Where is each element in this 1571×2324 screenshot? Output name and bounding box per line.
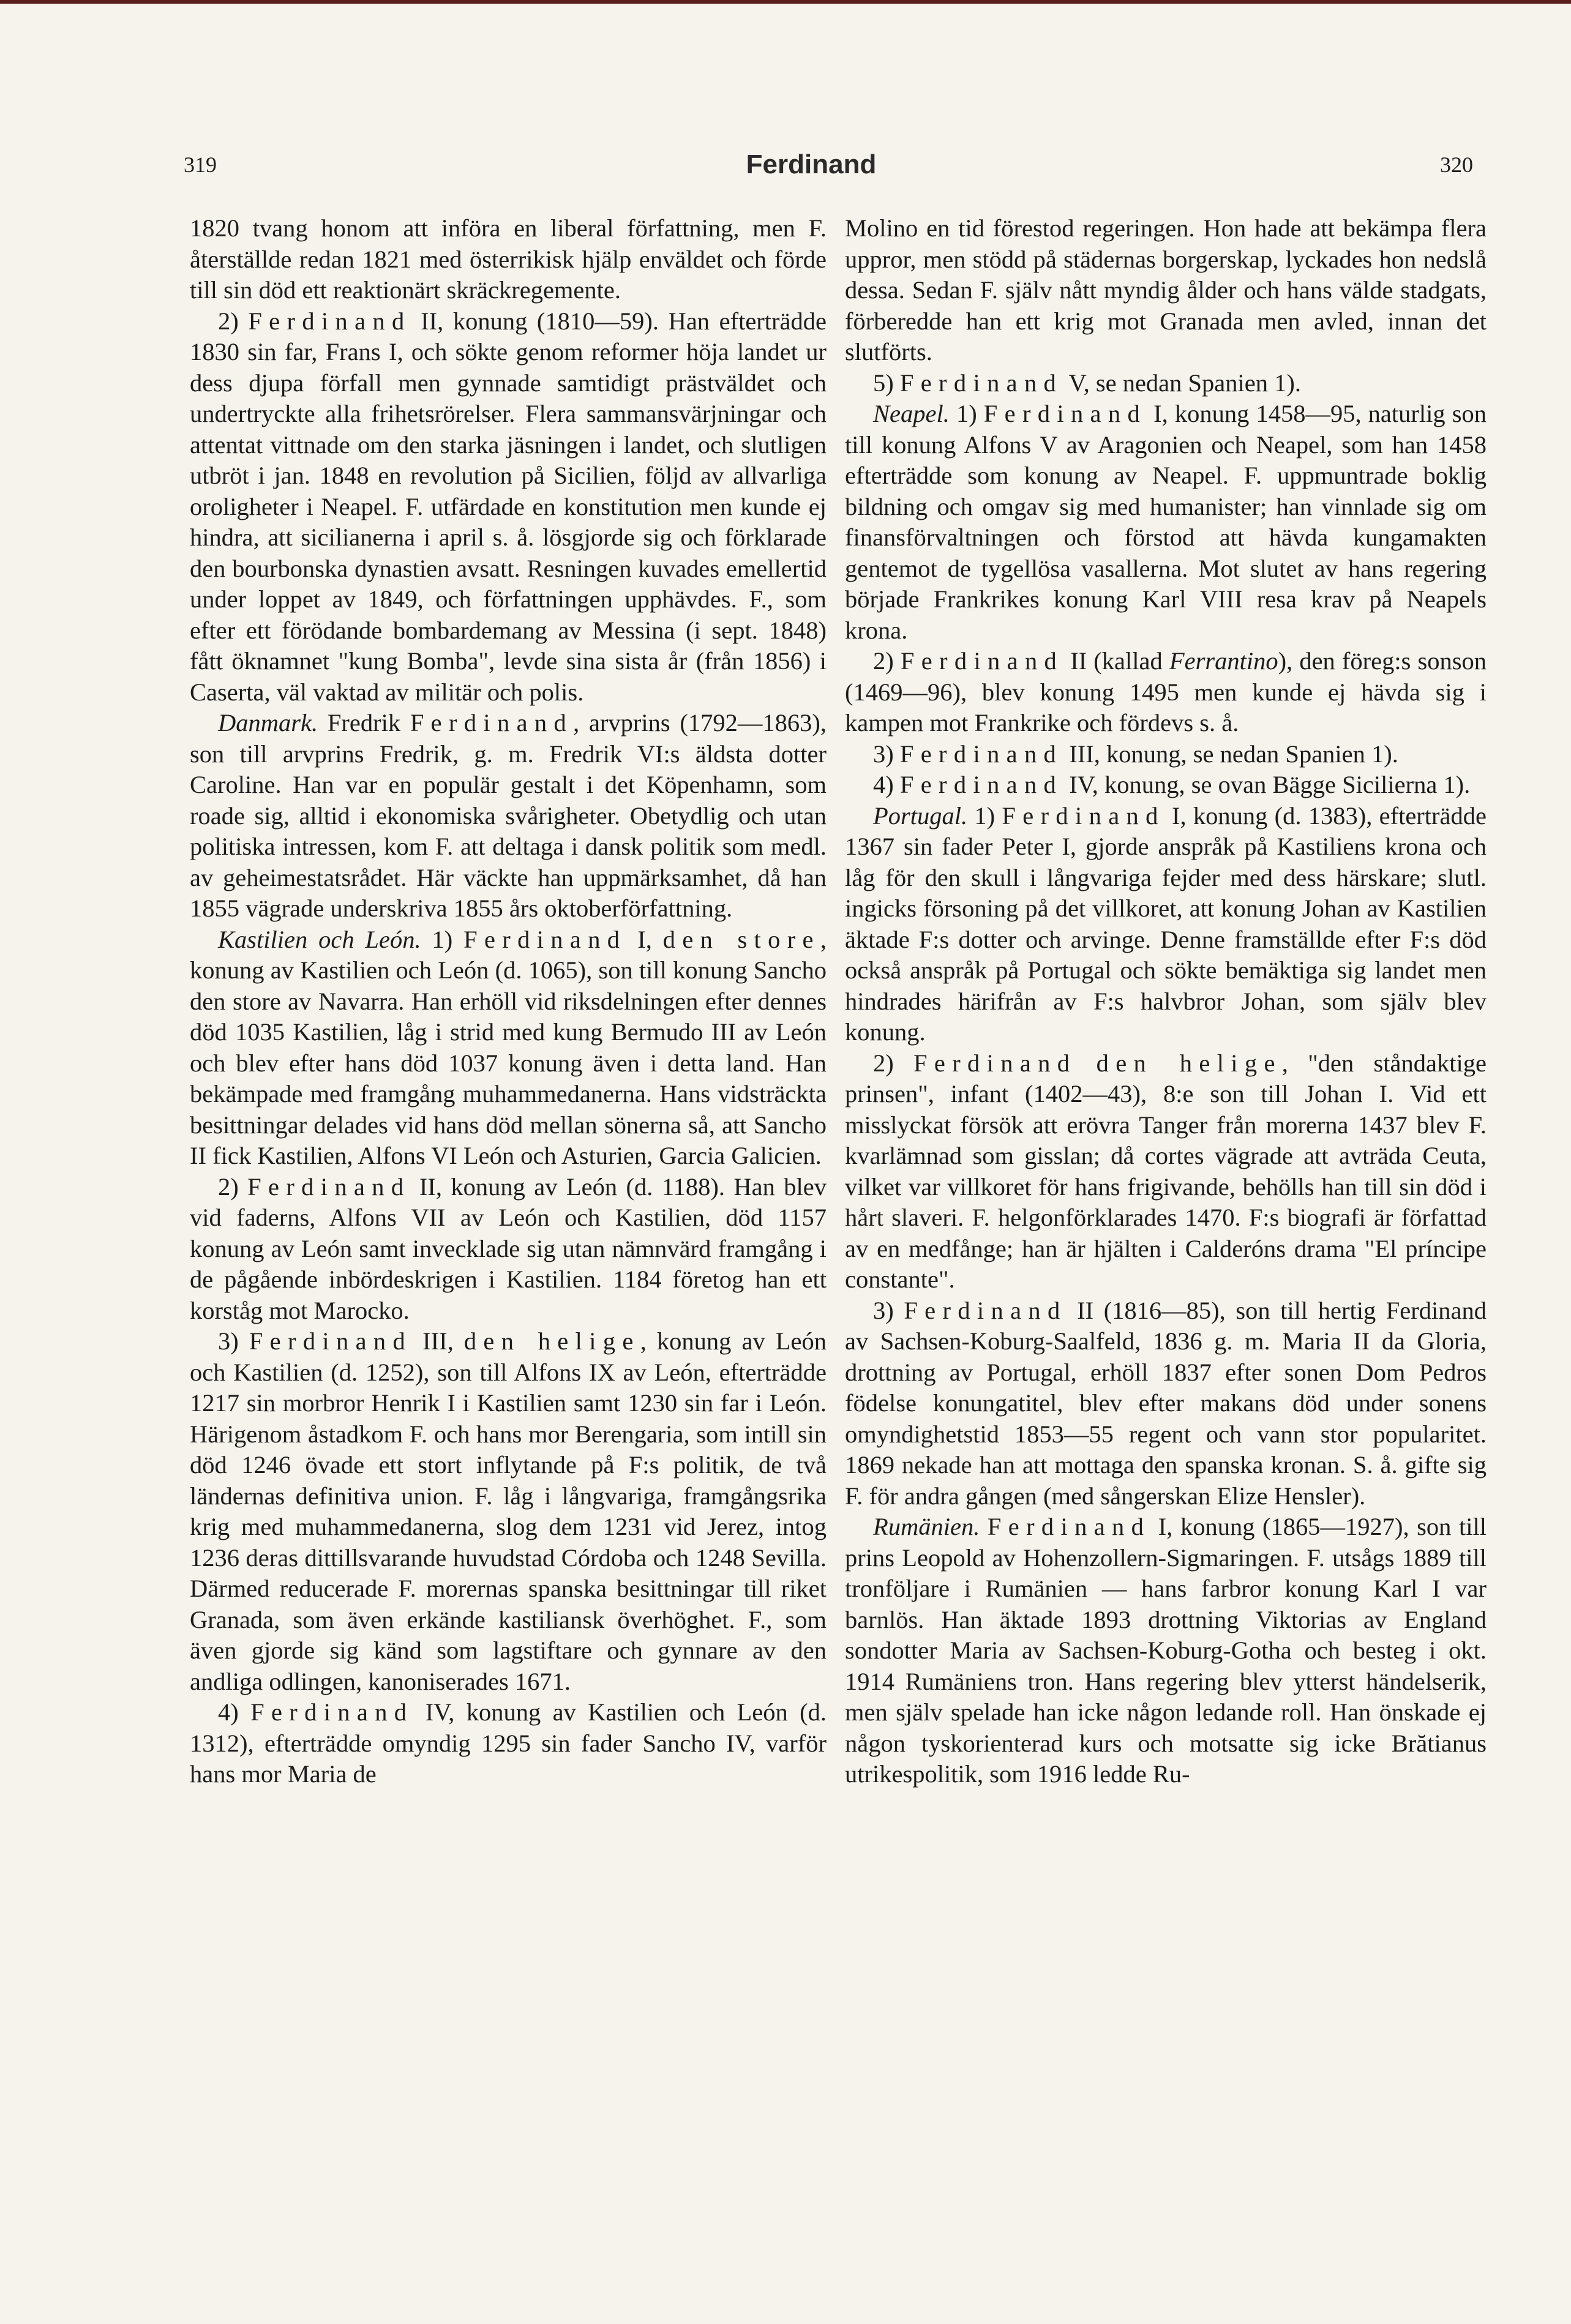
- entry-number: 5): [873, 369, 900, 397]
- entry-number: 3): [873, 1296, 904, 1324]
- entry-text: , konung av Kastilien och León (d. 1065), son till konung Sancho den store av Navarra. Han erhöll vid riksdelningen efter dennes död 1035 Kastilien, låg i strid med kung Bermudo III av León och blev efter hans död 1037 konung även i detta land. Han bekämpade med framgång muhammedanerna. Hans vidsträckta besittningar delades vid hans död mellan sönerna så, att Sancho II fick Kastilien, Alfons VI León och Asturien, Garcia Galicien.: [190, 925, 827, 1169]
- right-column: [845, 213, 1487, 1790]
- paragraph: [845, 770, 1487, 801]
- paragraph: [845, 399, 1487, 646]
- entry-text: , "den ståndaktige prinsen", infant (1402—43), 8:e son till Johan I. Vid ett misslyckat försök att erövra Tanger från morerna 1437 blev F. kvarlämnad som gisslan; då cortes vägrade att avträda Ceuta, vilket var villkoret för hans frigivande, behölls han till sin död i hårt slaveri. F. helgonförklarades 1470. F:s biografi är författad av en medfånge; han är hjälten i Calderóns drama "El príncipe constante".: [845, 1049, 1487, 1293]
- entry-number: 2): [218, 307, 249, 335]
- entry-name: Ferdinand: [900, 647, 1064, 675]
- entry-text: Fredrik: [318, 709, 410, 737]
- paragraph: [845, 1048, 1487, 1295]
- paragraph-text: 1820 tvang honom att införa en liberal författning, men F. återställde redan 1821 med österrikisk hjälp enväldet och förde till sin död ett reaktionärt skräckregemente.: [190, 214, 827, 304]
- paragraph: [190, 924, 827, 1172]
- entry-text: II, konung av León (d. 1188). Han blev vid faderns, Alfons VII av León och Kastilien, död 1157 konung av León samt invecklade sig utan nämnvärd framgång i de pågående inbördeskrigen i Kastilien. 1184 företog han ett korståg mot Marocko.: [190, 1172, 827, 1324]
- left-column: [190, 213, 827, 1790]
- paragraph: [190, 1326, 827, 1697]
- entry-text: IV, konung av Kastilien och León (d. 1312), efterträdde omyndig 1295 sin fader Sancho IV, varför hans mor Maria de: [190, 1698, 827, 1788]
- paragraph: [190, 1172, 827, 1327]
- page-number-right: 320: [1440, 152, 1473, 177]
- entry-text: V, se nedan Spanien 1).: [1063, 369, 1301, 397]
- entry-name: Ferdinand: [904, 1296, 1067, 1324]
- section-heading: Kastilien och León.: [218, 925, 421, 953]
- entry-number: 4): [218, 1698, 251, 1726]
- entry-name: Ferdinand: [1002, 801, 1165, 830]
- entry-text: 1): [421, 925, 464, 953]
- entry-text: II, konung (1810—59). Han efterträdde 1830 sin far, Frans I, och sökte genom reformer höja landet ur dess djupa förfall men gynnade samtidigt prästväldet och undertryckte alla frihetsrörelser. Flera sammansvärjningar och attentat vittnade om den starka jäsningen i landet, och slutligen utbröt i jan. 1848 en revolution på Sicilien, följd av allvarliga oroligheter i Neapel. F. utfärdade en konstitution men kunde ej hindra, att sicilianerna i april s. å. lösgjorde sig och förklarade den bourbonska dynastien avsatt. Resningen kuvades emellertid under loppet av 1849, och författningen upphävdes. F., som efter ett förödande bombardemang av Messina (i sept. 1848) fått öknamnet "kung Bomba", levde sina sista år (från 1856) i Caserta, väl vaktad av militär och polis.: [190, 307, 827, 706]
- paragraph: [190, 1697, 827, 1790]
- paragraph: [845, 801, 1487, 1048]
- entry-name: Ferdinand: [410, 709, 574, 737]
- entry-text: II (kallad: [1063, 647, 1169, 675]
- entry-text: 1): [967, 801, 1002, 830]
- entry-name: Ferdinand: [913, 1049, 1077, 1077]
- entry-number: 3): [873, 740, 900, 768]
- top-edge-line: [0, 0, 1571, 4]
- paragraph: [190, 708, 827, 924]
- entry-epithet: den helige: [463, 1327, 640, 1355]
- section-heading: Rumänien.: [873, 1513, 980, 1540]
- entry-name: Ferdinand: [249, 1327, 413, 1355]
- paragraph: [845, 368, 1487, 399]
- entry-epithet: den helige: [1096, 1049, 1282, 1077]
- entry-text: II (1816—85), son till hertig Ferdinand av Sachsen-Koburg-Saalfeld, 1836 g. m. Maria II da Gloria, drottning av Portugal, erhöll 1837 efter sonen Dom Pedros födelse konungatitel, blev efter makans död under sonens omyndighetstid 1853—55 regent och vann stor popularitet. 1869 nekade han att mottaga den spanska kronan. S. å. gifte sig F. för andra gången (med sångerskan Elize Hensler).: [845, 1296, 1487, 1510]
- paragraph: [845, 646, 1487, 739]
- paragraph: [845, 739, 1487, 770]
- entry-name: Ferdinand: [899, 369, 1063, 397]
- entry-name: Ferdinand: [987, 1513, 1151, 1540]
- entry-text: I, konung 1458—95, naturlig son till konung Alfons V av Aragonien och Neapel, som han 1458 efterträdde som konung av Neapel. F. uppmuntrade boklig bildning och omgav sig med humanister; han vinnlade sig om finansförvaltningen och förstod att hävda kungamakten gentemot de tygellösa vasallerna. Mot slutet av hans regering började Frankrikes konung Karl VIII resa krav på Neapels krona.: [845, 400, 1487, 644]
- entry-number: 2): [218, 1172, 248, 1201]
- entry-number: 2): [873, 1049, 914, 1077]
- entry-text: III, konung, se nedan Spanien 1).: [1063, 740, 1398, 768]
- entry-name: Ferdinand: [899, 740, 1063, 768]
- entry-number: 3): [218, 1327, 249, 1355]
- paragraph: [845, 1512, 1487, 1790]
- page-number-left: 319: [184, 152, 217, 177]
- running-head-title: Ferdinand: [746, 149, 877, 179]
- entry-italic: Ferrantino: [1169, 647, 1278, 675]
- entry-text: I, konung (1865—1927), son till prins Leopold av Hohenzollern-Sigmaringen. F. utsågs 1889 till tronföljare i Rumänien — hans farbror konung Karl I var barnlös. Han äktade 1893 drottning Viktorias av England sondotter Maria av Sachsen-Koburg-Gotha och besteg i okt. 1914 Rumäniens tron. Hans regering blev ytterst händelserik, men själv spelade han icke någon ledande roll. Han önskade ej någon tyskorienterad kurs och motsatte sig icke Brătianus utrikespolitik, som 1916 ledde Ru-: [845, 1513, 1487, 1788]
- paragraph: [190, 213, 827, 306]
- entry-text: I,: [626, 925, 663, 953]
- entry-name: Ferdinand: [250, 1698, 414, 1726]
- entry-name: Ferdinand: [899, 771, 1063, 798]
- entry-name: Ferdinand: [247, 1172, 411, 1201]
- entry-text: [1076, 1049, 1096, 1077]
- entry-epithet: den store: [662, 925, 820, 953]
- entry-text: 1): [949, 400, 984, 427]
- entry-text: I, konung (d. 1383), efterträdde 1367 sin fader Peter I, gjorde anspråk på Kastiliens krona och låg för den skull i långvariga fejder med dess härskare; slutl. ingicks försoning på det villkoret, att konung Johan av Kastilien äktade F:s dotter och arvinge. Denne framställde efter F:s död också anspråk på Portugal och sökte bemäktiga sig landet men hindrades härifrån av F:s halvbror Johan, som själv blev konung.: [845, 801, 1487, 1046]
- section-heading: Neapel.: [873, 400, 950, 427]
- entry-text: ), den föreg:s sonson (1469—96), blev konung 1495 men kunde ej hävda sig i kampen mot Frankrike och fördevs s. å.: [845, 647, 1487, 737]
- paragraph: [845, 213, 1487, 368]
- entry-text: IV, konung, se ovan Bägge Sicilierna 1).: [1063, 771, 1471, 798]
- paragraph-text: Molino en tid förestod regeringen. Hon hade att bekämpa flera uppror, men stödd på städernas borgerskap, lyckades hon nedslå dessa. Sedan F. själv nått myndig ålder och hans välde stadgats, förberedde han ett krig mot Granada men avled, innan det slutförts.: [845, 214, 1487, 365]
- entry-text: , konung av León och Kastilien (d. 1252), son till Alfons IX av León, efterträdde 1217 sin morbror Henrik I i Kastilien samt 1230 sin far i León. Härigenom åstadkom F. och hans mor Berengaria, som intill sin död 1246 övade ett stort inflytande på F:s politik, de två ländernas definitiva union. F. låg i långvariga, framgångsrika krig med muhammedanerna, slog dem 1231 vid Jerez, intog 1236 deras dittillsvarande huvudstad Córdoba och 1248 Sevilla. Därmed reducerade F. morernas spanska besittningar till riket Granada, som även erkände kastiliansk överhöghet. F., som även gjorde sig känd som lagstiftare och gynnare av den andliga odlingen, kanoniserades 1671.: [190, 1327, 827, 1695]
- entry-text: , arvprins (1792—1863), son till arvprins Fredrik, g. m. Fredrik VI:s äldsta dotter Caroline. Han var en populär gestalt i det Köpenhamn, som roade sig, alltid i ekonomiska svårigheter. Obetydlig och utan politiska intressen, kom F. att deltaga i dansk politik som medl. av geheimestatsrådet. Här väckte han uppmärksamhet, då han 1855 vägrade underskriva 1855 års oktoberförfattning.: [190, 709, 827, 922]
- paragraph: [845, 1295, 1487, 1512]
- entry-name: Ferdinand: [463, 925, 627, 953]
- entry-number: 2): [873, 647, 901, 675]
- entry-name: Ferdinand: [248, 307, 411, 335]
- paragraph: [190, 306, 827, 708]
- section-heading: Portugal.: [873, 801, 968, 830]
- entry-name: Ferdinand: [983, 400, 1147, 427]
- entry-text: III,: [412, 1327, 464, 1355]
- section-heading: Danmark.: [218, 709, 318, 737]
- entry-text: [980, 1513, 988, 1540]
- entry-number: 4): [873, 771, 900, 798]
